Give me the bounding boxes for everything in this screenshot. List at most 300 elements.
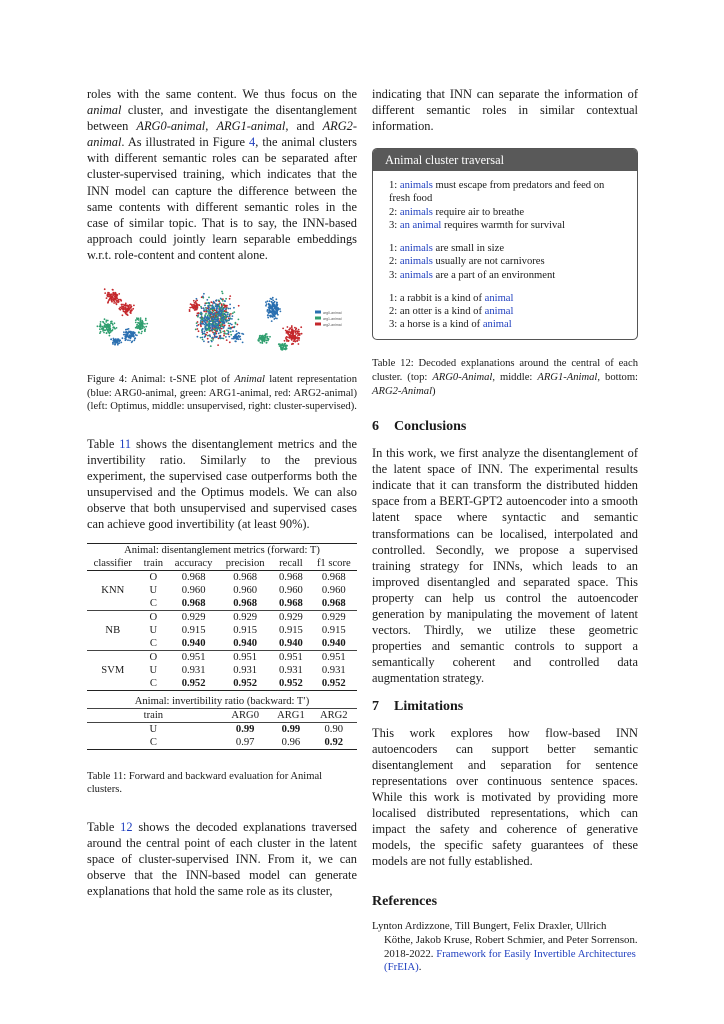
scatter-point xyxy=(269,336,271,338)
scatter-point xyxy=(228,327,230,329)
value-cell: 0.915 xyxy=(233,625,258,637)
scatter-point xyxy=(239,333,241,335)
value-cell: 0.968 xyxy=(181,572,206,584)
scatter-point xyxy=(210,345,212,347)
scatter-point xyxy=(216,330,218,332)
scatter-point xyxy=(100,331,102,333)
scatter-point xyxy=(204,331,206,333)
value-cell: 0.952 xyxy=(181,678,206,690)
scatter-point xyxy=(134,337,136,339)
scatter-point xyxy=(212,339,214,341)
scatter-point xyxy=(223,335,225,337)
scatter-point xyxy=(292,331,294,333)
value-cell: 0.951 xyxy=(181,652,206,664)
scatter-point xyxy=(118,339,120,341)
column-header: train xyxy=(143,709,164,721)
link[interactable]: an animal xyxy=(399,219,442,231)
scatter-point xyxy=(140,333,142,335)
scatter-point xyxy=(287,326,289,328)
scatter-point xyxy=(140,317,142,319)
scatter-point xyxy=(261,342,263,344)
traversal-line: 3: animals are a part of an environment xyxy=(389,269,556,281)
scatter-point xyxy=(128,308,130,310)
scatter-point xyxy=(231,324,233,326)
scatter-point xyxy=(237,324,239,326)
limitations-text: This work explores how flow-based INN autoencoders can support better semantic disentanglement and separation for sentence representations over continuous sentence spaces. While this work is motivated by providing more localised distributed representations, which can impact the safety and coherence of generative models, the specific safety guarantees of these models are not fully established. xyxy=(372,725,638,869)
scatter-point xyxy=(235,322,237,324)
scatter-point xyxy=(116,297,118,299)
value-cell: 0.968 xyxy=(181,598,206,610)
scatter-point xyxy=(99,323,101,325)
tsne-plot xyxy=(87,277,357,365)
scatter-point xyxy=(298,329,300,331)
scatter-point xyxy=(125,331,127,333)
section-7-title: Limitations xyxy=(394,698,464,714)
scatter-point xyxy=(207,338,209,340)
scatter-point xyxy=(132,333,134,335)
scatter-point xyxy=(197,336,199,338)
scatter-point xyxy=(284,340,286,342)
scatter-point xyxy=(196,298,198,300)
train-cell: C xyxy=(149,598,157,610)
legend-label: arg1-animal xyxy=(323,317,342,322)
scatter-point xyxy=(200,325,202,327)
scatter-point xyxy=(118,301,120,303)
scatter-point xyxy=(206,299,208,301)
scatter-point xyxy=(216,308,218,310)
value-cell: 0.940 xyxy=(279,638,303,650)
scatter-point xyxy=(226,330,228,332)
scatter-point xyxy=(266,342,268,344)
scatter-point xyxy=(221,337,223,339)
scatter-point xyxy=(138,319,140,321)
scatter-point xyxy=(110,338,112,340)
legend-swatch xyxy=(315,311,321,314)
scatter-point xyxy=(223,311,225,313)
scatter-point xyxy=(212,304,214,306)
table-11-caption: Table 11: Forward and backward evaluation for Animal clusters. xyxy=(87,770,323,796)
section-6-heading xyxy=(372,418,638,436)
scatter-point xyxy=(263,339,265,341)
value-cell: 0.952 xyxy=(321,678,346,690)
column-header: f1 score xyxy=(316,558,351,570)
scatter-point xyxy=(210,301,212,303)
scatter-point xyxy=(202,328,204,330)
scatter-point xyxy=(286,340,288,342)
scatter-point xyxy=(140,321,142,323)
scatter-point xyxy=(109,335,111,337)
scatter-point xyxy=(285,337,287,339)
value-cell: 0.968 xyxy=(233,572,258,584)
scatter-point xyxy=(128,337,130,339)
traversal-line: 3: a horse is a kind of animal xyxy=(389,319,512,331)
scatter-point xyxy=(259,335,261,337)
column-header: ARG0 xyxy=(231,709,260,721)
scatter-point xyxy=(194,306,196,308)
scatter-point xyxy=(203,340,205,342)
scatter-point xyxy=(202,339,204,341)
scatter-point xyxy=(233,338,235,340)
scatter-point xyxy=(123,311,125,313)
scatter-point xyxy=(202,319,204,321)
scatter-point xyxy=(232,330,234,332)
table-row xyxy=(87,722,357,736)
scatter-point xyxy=(296,340,298,342)
column-header: ARG2 xyxy=(319,709,348,721)
scatter-point xyxy=(122,304,124,306)
scatter-point xyxy=(233,311,235,313)
scatter-point xyxy=(276,302,278,304)
classifier-cell: NB xyxy=(105,625,121,637)
scatter-point xyxy=(217,327,219,329)
scatter-point xyxy=(126,335,128,337)
scatter-point xyxy=(218,333,220,335)
scatter-point xyxy=(130,336,132,338)
scatter-point xyxy=(123,334,125,336)
link[interactable]: animal xyxy=(482,319,512,331)
value-cell: 0.968 xyxy=(279,572,303,584)
scatter-point xyxy=(214,325,216,327)
scatter-point xyxy=(206,324,208,326)
scatter-point xyxy=(217,318,219,320)
scatter-point xyxy=(108,292,110,294)
scatter-point xyxy=(233,327,235,329)
scatter-point xyxy=(144,329,146,331)
scatter-point xyxy=(131,309,133,311)
scatter-point xyxy=(196,322,198,324)
section-6-number: 6 xyxy=(372,419,379,435)
scatter-point xyxy=(216,299,218,301)
value-cell: 0.960 xyxy=(181,585,206,597)
scatter-point xyxy=(205,313,207,315)
legend-swatch xyxy=(315,323,321,326)
scatter-point xyxy=(114,343,116,345)
section-6-title: Conclusions xyxy=(394,419,467,435)
value-cell: 0.940 xyxy=(321,638,346,650)
scatter-point xyxy=(207,306,209,308)
scatter-point xyxy=(235,334,237,336)
scatter-point xyxy=(229,304,231,306)
scatter-point xyxy=(107,301,109,303)
scatter-point xyxy=(203,333,205,335)
scatter-point xyxy=(227,312,229,314)
scatter-point xyxy=(107,326,109,328)
scatter-point xyxy=(141,326,143,328)
scatter-point xyxy=(212,325,214,327)
scatter-point xyxy=(145,318,147,320)
scatter-point xyxy=(201,307,203,309)
scatter-point xyxy=(140,319,142,321)
scatter-point xyxy=(301,333,303,335)
scatter-point xyxy=(141,331,143,333)
scatter-point xyxy=(116,299,118,301)
link[interactable]: animals xyxy=(399,180,433,192)
scatter-point xyxy=(139,323,141,325)
scatter-point xyxy=(213,301,215,303)
scatter-point xyxy=(208,308,210,310)
scatter-point xyxy=(131,341,133,343)
scatter-point xyxy=(209,312,211,314)
scatter-point xyxy=(112,329,114,331)
scatter-point xyxy=(295,330,297,332)
scatter-point xyxy=(124,310,126,312)
link[interactable]: 12 xyxy=(120,820,133,835)
scatter-point xyxy=(280,346,282,348)
scatter-point xyxy=(206,320,208,322)
scatter-point xyxy=(291,339,293,341)
scatter-point xyxy=(274,301,276,303)
traversal-line: 1: animals are small in size xyxy=(389,243,505,255)
link[interactable]: 4 xyxy=(249,135,256,150)
table-row xyxy=(87,736,357,750)
scatter-point xyxy=(274,316,276,318)
scatter-point xyxy=(118,308,120,310)
scatter-point xyxy=(107,294,109,296)
scatter-point xyxy=(267,317,269,319)
scatter-point xyxy=(269,300,271,302)
scatter-point xyxy=(114,300,116,302)
value-cell: 0.915 xyxy=(279,625,303,637)
scatter-point xyxy=(131,306,133,308)
figure-4 xyxy=(87,277,357,365)
scatter-point xyxy=(276,304,278,306)
scatter-point xyxy=(99,326,101,328)
scatter-point xyxy=(222,331,224,333)
link[interactable]: animals xyxy=(399,243,433,255)
scatter-point xyxy=(287,332,289,334)
scatter-point xyxy=(191,304,193,306)
scatter-point xyxy=(139,328,141,330)
scatter-point xyxy=(111,300,113,302)
scatter-point xyxy=(222,293,224,295)
scatter-point xyxy=(282,328,284,330)
scatter-point xyxy=(125,339,127,341)
scatter-point xyxy=(125,303,127,305)
scatter-point xyxy=(195,329,197,331)
scatter-point xyxy=(225,336,227,338)
scatter-point xyxy=(230,334,232,336)
scatter-point xyxy=(223,313,225,315)
italic-run: animal xyxy=(87,103,122,118)
scatter-point xyxy=(220,335,222,337)
link[interactable]: 11 xyxy=(119,436,132,451)
scatter-point xyxy=(136,327,138,329)
value-cell: 0.940 xyxy=(233,638,258,650)
classifier-cell: SVM xyxy=(101,665,125,677)
table-title: Animal: disentanglement metrics (forward: T) xyxy=(124,545,320,557)
value-cell: 0.99 xyxy=(281,723,301,735)
scatter-point xyxy=(114,294,116,296)
scatter-point xyxy=(223,338,225,340)
scatter-point xyxy=(289,327,291,329)
traversal-box-title: Animal cluster traversal xyxy=(373,149,637,171)
scatter-point xyxy=(101,328,103,330)
link[interactable]: animals xyxy=(399,269,433,281)
scatter-point xyxy=(212,323,214,325)
scatter-point xyxy=(104,329,106,331)
scatter-point xyxy=(240,338,242,340)
right-paragraph-1: indicating that INN can separate the information of different semantic roles in similar contextual information. xyxy=(372,87,638,134)
scatter-point xyxy=(122,337,124,339)
scatter-point xyxy=(108,324,110,326)
scatter-point xyxy=(121,308,123,310)
legend-label: arg2-animal xyxy=(323,323,342,328)
scatter-point xyxy=(272,313,274,315)
scatter-point xyxy=(231,338,233,340)
traversal-box-content xyxy=(373,171,637,339)
scatter-point xyxy=(229,313,231,315)
value-cell: 0.968 xyxy=(233,598,258,610)
scatter-point xyxy=(209,336,211,338)
scatter-point xyxy=(101,326,103,328)
scatter-point xyxy=(260,342,262,344)
scatter-point xyxy=(107,295,109,297)
scatter-point xyxy=(265,333,267,335)
traversal-line: 1: animals must escape from predators and feed on fresh food xyxy=(389,180,605,205)
link[interactable]: animal xyxy=(484,292,514,304)
train-cell: C xyxy=(149,678,157,690)
value-cell: 0.90 xyxy=(324,723,344,735)
table-title-row xyxy=(87,695,357,709)
scatter-point xyxy=(220,307,222,309)
value-cell: 0.968 xyxy=(321,572,346,584)
scatter-point xyxy=(114,296,116,298)
scatter-point xyxy=(138,331,140,333)
scatter-point xyxy=(285,346,287,348)
scatter-point xyxy=(220,315,222,317)
scatter-point xyxy=(104,292,106,294)
blank-cell xyxy=(87,736,139,750)
traversal-line: 1: a rabbit is a kind of animal xyxy=(389,292,514,304)
scatter-point xyxy=(219,337,221,339)
scatter-point xyxy=(238,338,240,340)
scatter-point xyxy=(207,311,209,313)
figure-4-caption: Figure 4: Animal: t-SNE plot of Animal latent representation (blue: ARG0-animal, green: ARG1-animal, red: ARG2-animal) (left: Optimus, middle: unsupervised, right: cluster-supervised). xyxy=(87,374,357,413)
scatter-point xyxy=(273,304,275,306)
scatter-point xyxy=(99,328,101,330)
column-header: recall xyxy=(279,558,303,570)
blank-cell xyxy=(168,722,219,736)
scatter-point xyxy=(266,339,268,341)
scatter-point xyxy=(205,307,207,309)
scatter-point xyxy=(226,320,228,322)
scatter-point xyxy=(193,304,195,306)
scatter-point xyxy=(201,316,203,318)
scatter-point xyxy=(212,307,214,309)
scatter-point xyxy=(217,344,219,346)
scatter-point xyxy=(125,336,127,338)
scatter-point xyxy=(220,325,222,327)
link[interactable]: animals xyxy=(399,206,433,218)
value-cell: 0.929 xyxy=(321,612,346,624)
italic-run: ARG2-Animal xyxy=(372,385,433,397)
scatter-point xyxy=(200,323,202,325)
scatter-point xyxy=(229,295,231,297)
scatter-point xyxy=(141,320,143,322)
scatter-point xyxy=(113,327,115,329)
value-cell: 0.97 xyxy=(235,736,255,748)
scatter-point xyxy=(221,291,223,293)
scatter-point xyxy=(142,328,144,330)
scatter-point xyxy=(104,318,106,320)
scatter-point xyxy=(292,343,294,345)
scatter-point xyxy=(194,302,196,304)
scatter-point xyxy=(282,345,284,347)
link[interactable]: animals xyxy=(399,256,433,268)
italic-run: ARG1-animal xyxy=(216,119,286,134)
scatter-point xyxy=(287,337,289,339)
link[interactable]: animal xyxy=(484,305,514,317)
scatter-point xyxy=(226,305,228,307)
scatter-point xyxy=(117,344,119,346)
scatter-point xyxy=(191,306,193,308)
scatter-point xyxy=(144,323,146,325)
scatter-point xyxy=(229,298,231,300)
scatter-point xyxy=(268,312,270,314)
scatter-point xyxy=(279,308,281,310)
scatter-point xyxy=(222,316,224,318)
scatter-point xyxy=(271,320,273,322)
scatter-point xyxy=(228,325,230,327)
scatter-point xyxy=(264,336,266,338)
scatter-point xyxy=(298,337,300,339)
scatter-point xyxy=(272,316,274,318)
traversal-group-3 xyxy=(389,292,625,332)
traversal-line: 2: animals usually are not carnivores xyxy=(389,256,545,268)
scatter-point xyxy=(222,300,224,302)
scatter-point xyxy=(281,349,283,351)
link[interactable]: Framework for Easily Invertible Architectures (FrEIA) xyxy=(384,947,636,974)
scatter-point xyxy=(204,321,206,323)
scatter-point xyxy=(115,338,117,340)
scatter-point xyxy=(197,316,199,318)
scatter-point xyxy=(198,304,200,306)
reference-1: Lynton Ardizzone, Till Bungert, Felix Draxler, Ullrich Köthe, Jakob Kruse, Robert Schmier, and Peter Sorrenson. 2018-2022. Framework for Easily Invertible Architectures (FrEIA). xyxy=(372,920,638,974)
value-cell: 0.968 xyxy=(279,598,303,610)
scatter-point xyxy=(122,314,124,316)
scatter-point xyxy=(210,327,212,329)
left-paragraph-2: Table 11 shows the disentanglement metrics and the invertibility ratio. Similarly to the previous experiment, the supervised case outperforms both the unsupervised and the Optimus models. We can also observe that both unsupervised and supervised cases can achieve good invertibility (at least 90%). xyxy=(87,436,357,532)
scatter-point xyxy=(136,324,138,326)
value-cell: 0.931 xyxy=(181,665,206,677)
blank-cell xyxy=(168,708,219,722)
scatter-point xyxy=(276,312,278,314)
scatter-point xyxy=(133,340,135,342)
scatter-point xyxy=(207,335,209,337)
scatter-point xyxy=(97,325,99,327)
scatter-point xyxy=(285,330,287,332)
column-header: precision xyxy=(225,558,265,570)
scatter-point xyxy=(234,340,236,342)
scatter-point xyxy=(267,309,269,311)
scatter-point xyxy=(106,297,108,299)
scatter-point xyxy=(210,315,212,317)
scatter-point xyxy=(111,293,113,295)
scatter-point xyxy=(130,312,132,314)
scatter-point xyxy=(213,333,215,335)
value-cell: 0.929 xyxy=(233,612,258,624)
scatter-point xyxy=(233,307,235,309)
italic-run: ARG1-Animal xyxy=(537,371,598,383)
value-cell: 0.940 xyxy=(181,638,206,650)
blank-cell xyxy=(168,736,219,750)
scatter-point xyxy=(230,328,232,330)
scatter-point xyxy=(213,310,215,312)
scatter-point xyxy=(233,336,235,338)
train-cell: O xyxy=(149,652,158,664)
table-title: Animal: invertibility ratio (backward: T′) xyxy=(134,695,310,707)
conclusions-text: In this work, we first analyze the disentanglement of the latent space of INN. The experimental results indicate that it can transform the distributed hidden space from a BERT-GPT2 autoencoder into a smooth latent space where syntactic and semantic transformations can be localised, interpolated and controlled. Secondly, we propose a supervised training strategy for INNs, which leads to an improved disentangled and separated space. This property can help us control the autoencoder generation by manipulating the movement of latent vectors. Thirdly, we utilize these geometric properties and semantic controls to support a semantically coherent and controlled data augmentation strategy. xyxy=(372,446,638,686)
